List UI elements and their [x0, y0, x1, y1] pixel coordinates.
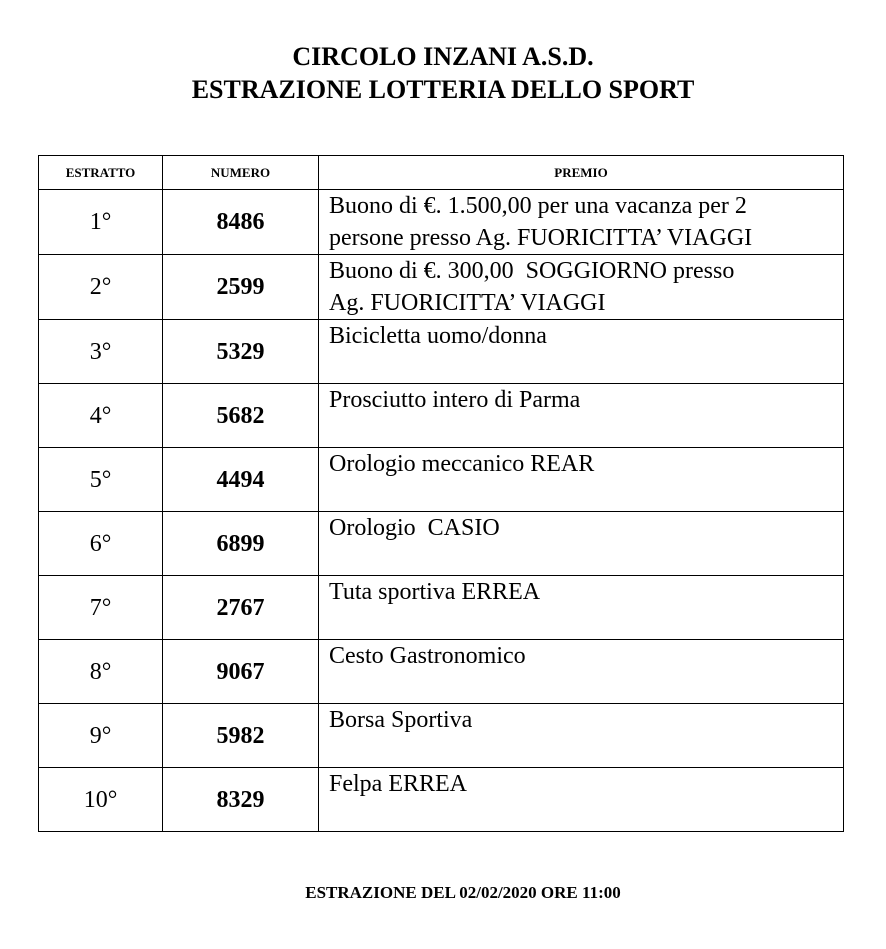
table-row [39, 384, 844, 448]
lottery-title: ESTRAZIONE LOTTERIA DELLO SPORT [191, 75, 695, 104]
column-header-numero: NUMERO [163, 156, 319, 190]
premio-cell: Cesto Gastronomico [319, 640, 844, 704]
table-row [39, 190, 844, 255]
table-row [39, 768, 844, 832]
numero-cell: 2767 [163, 576, 319, 640]
estratto-cell: 3° [39, 320, 163, 384]
estratto-cell: 2° [39, 255, 163, 320]
numero-cell: 8329 [163, 768, 319, 832]
numero-cell: 5329 [163, 320, 319, 384]
estratto-cell: 4° [39, 384, 163, 448]
estratto-cell: 6° [39, 512, 163, 576]
table-row [39, 448, 844, 512]
numero-cell: 8486 [163, 190, 319, 255]
premio-cell: Buono di €. 300,00 SOGGIORNO presso Ag. FUORICITTA’ VIAGGI [319, 255, 844, 320]
premio-cell: Orologio meccanico REAR [319, 448, 844, 512]
premio-cell: Prosciutto intero di Parma [319, 384, 844, 448]
estratto-cell: 5° [39, 448, 163, 512]
column-header-estratto: ESTRATTO [39, 156, 163, 190]
numero-cell: 5682 [163, 384, 319, 448]
estratto-cell: 9° [39, 704, 163, 768]
premio-cell: Bicicletta uomo/donna [319, 320, 844, 384]
numero-cell: 5982 [163, 704, 319, 768]
draw-date-footer: ESTRAZIONE DEL 02/02/2020 ORE 11:00 [305, 883, 621, 902]
premio-cell: Borsa Sportiva [319, 704, 844, 768]
table-row [39, 255, 844, 320]
estratto-cell: 8° [39, 640, 163, 704]
lottery-results-table [38, 155, 844, 832]
premio-cell: Buono di €. 1.500,00 per una vacanza per 2 persone presso Ag. FUORICITTA’ VIAGGI [319, 190, 844, 255]
numero-cell: 9067 [163, 640, 319, 704]
numero-cell: 6899 [163, 512, 319, 576]
numero-cell: 2599 [163, 255, 319, 320]
club-title: CIRCOLO INZANI A.S.D. [292, 42, 594, 71]
premio-cell: Felpa ERREA [319, 768, 844, 832]
estratto-cell: 10° [39, 768, 163, 832]
premio-cell: Orologio CASIO [319, 512, 844, 576]
numero-cell: 4494 [163, 448, 319, 512]
table-header-row [39, 156, 844, 190]
table-row [39, 576, 844, 640]
estratto-cell: 7° [39, 576, 163, 640]
premio-cell: Tuta sportiva ERREA [319, 576, 844, 640]
table-row [39, 320, 844, 384]
table-row [39, 640, 844, 704]
column-header-premio: PREMIO [319, 156, 844, 190]
table-row [39, 704, 844, 768]
table-row [39, 512, 844, 576]
estratto-cell: 1° [39, 190, 163, 255]
